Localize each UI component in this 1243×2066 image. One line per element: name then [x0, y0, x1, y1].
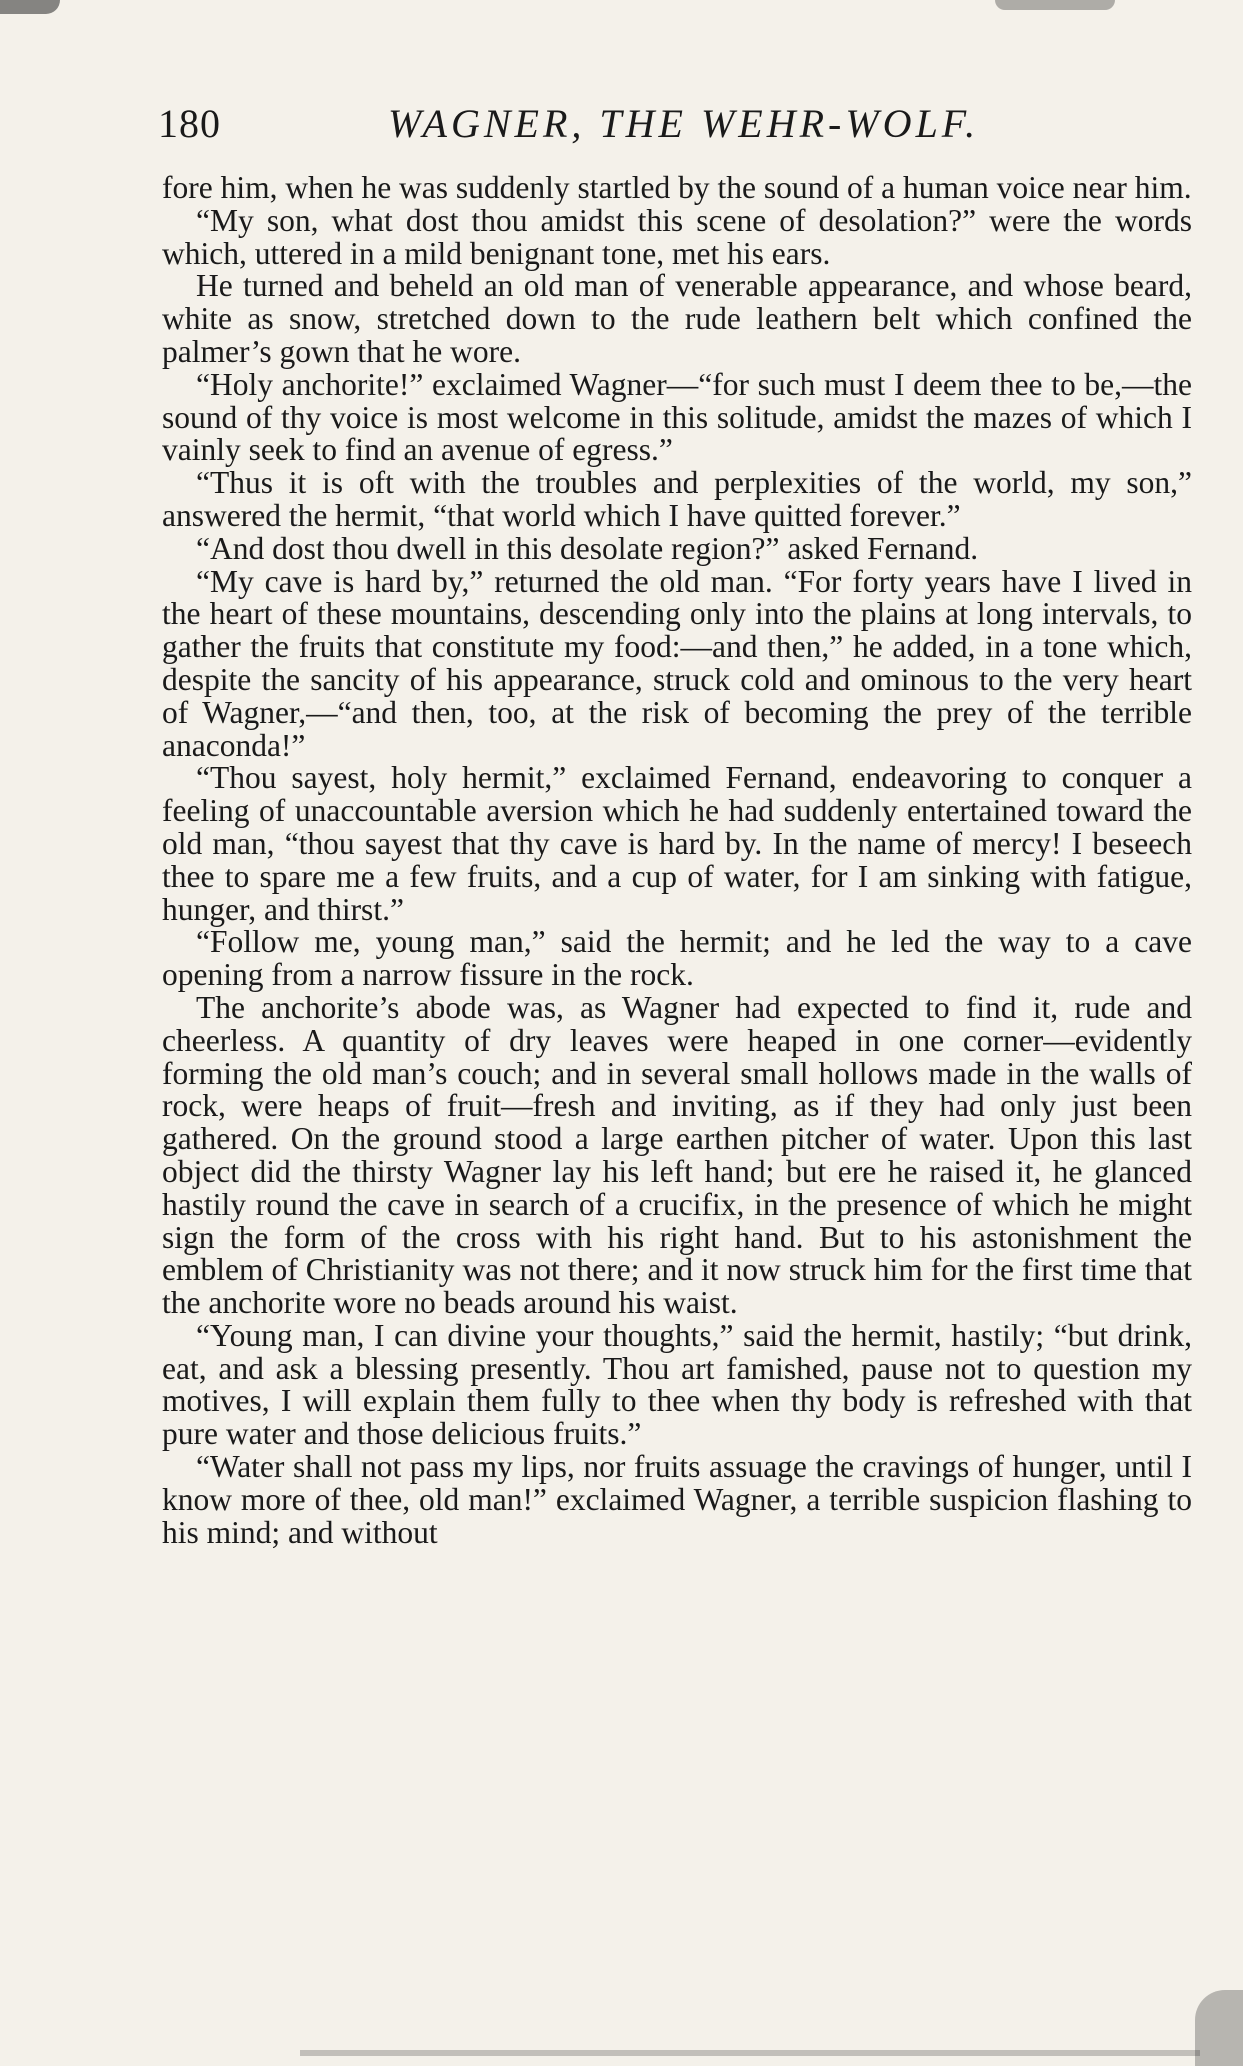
paragraph: “My son, what dost thou amidst this scene of desolation?” were the words which, uttered in a mild benignant tone, met his ears.	[162, 202, 1192, 271]
paragraph: “Holy anchorite!” exclaimed Wagner—“for such must I deem thee to be,—the sound of thy voice is most welcome in this solitude, amidst the mazes of which I vainly seek to find an avenue of egress.”	[162, 366, 1192, 468]
body-text	[162, 172, 1192, 1549]
paragraph: “Young man, I can divine your thoughts,” said the hermit, hastily; “but drink, eat, and ask a blessing presently. Thou art famished, pause not to question my motives, I will explain them fully to thee when thy body is refreshed with that pure water and those delicious fruits.”	[162, 1317, 1192, 1452]
paragraph: “Follow me, young man,” said the hermit; and he led the way to a cave opening from a narrow fissure in the rock.	[162, 924, 1192, 993]
paragraph: The anchorite’s abode was, as Wagner had expected to find it, rude and cheerless. A quantity of dry leaves were heaped in one corner—evidently forming the old man’s couch; and in several small hollows made in the walls of rock, were heaps of fruit—fresh and inviting, as if they had only just been gathered. On the ground stood a large earthen pitcher of water. Upon this last object did the thirsty Wagner lay his left hand; but ere he raised it, he glanced hastily round the cave in search of a crucifix, in the presence of which he might sign the form of the cross with his right hand. But to his astonishment the emblem of Christianity was not there; and it now struck him for the first time that the anchorite wore no beads around his waist.	[162, 989, 1192, 1321]
paragraph: “Water shall not pass my lips, nor fruits assuage the cravings of hunger, until I know more of thee, old man!” exclaimed Wagner, a terrible suspicion flashing to his mind; and without	[162, 1449, 1192, 1550]
scan-smudge-top-left	[0, 0, 60, 14]
paragraph: “Thou sayest, holy hermit,” exclaimed Fernand, endeavoring to conquer a feeling of unaccountable aversion which he had suddenly entertained toward the old man, “thou sayest that thy cave is hard by. In the name of mercy! I beseech thee to spare me a few fruits, and a cup of water, for I am sinking with fatigue, hunger, and thirst.”	[162, 760, 1192, 927]
page-number: 180	[158, 101, 221, 146]
page-header	[158, 100, 1188, 160]
paragraph: “My cave is hard by,” returned the old man. “For forty years have I lived in the heart of these mountains, descending only into the plains at long intervals, to gather the fruits that constitute my food:—and then,” he added, in a tone which, despite the sancity of his appearance, struck cold and ominous to the very heart of Wagner,—“and then, too, at the risk of becoming the prey of the terrible anaconda!”	[162, 563, 1192, 763]
scan-smudge-bottom-right	[1195, 1990, 1243, 2066]
running-title: WAGNER, THE WEHR-WOLF.	[388, 101, 980, 146]
paragraph: “And dost thou dwell in this desolate region?” asked Fernand.	[196, 530, 979, 566]
paragraph: fore him, when he was suddenly startled by the sound of a human voice near him.	[162, 170, 1192, 205]
paragraph: “Thus it is oft with the troubles and perplexities of the world, my son,” answered the hermit, “that world which I have quitted forever.”	[162, 465, 1192, 533]
paragraph: He turned and beheld an old man of venerable appearance, and whose beard, white as snow, stretched down to the rude leathern belt which confined the palmer’s gown that he wore.	[162, 268, 1192, 369]
scan-smudge-top-right	[995, 0, 1115, 10]
scan-noise-bottom	[300, 2050, 1200, 2056]
